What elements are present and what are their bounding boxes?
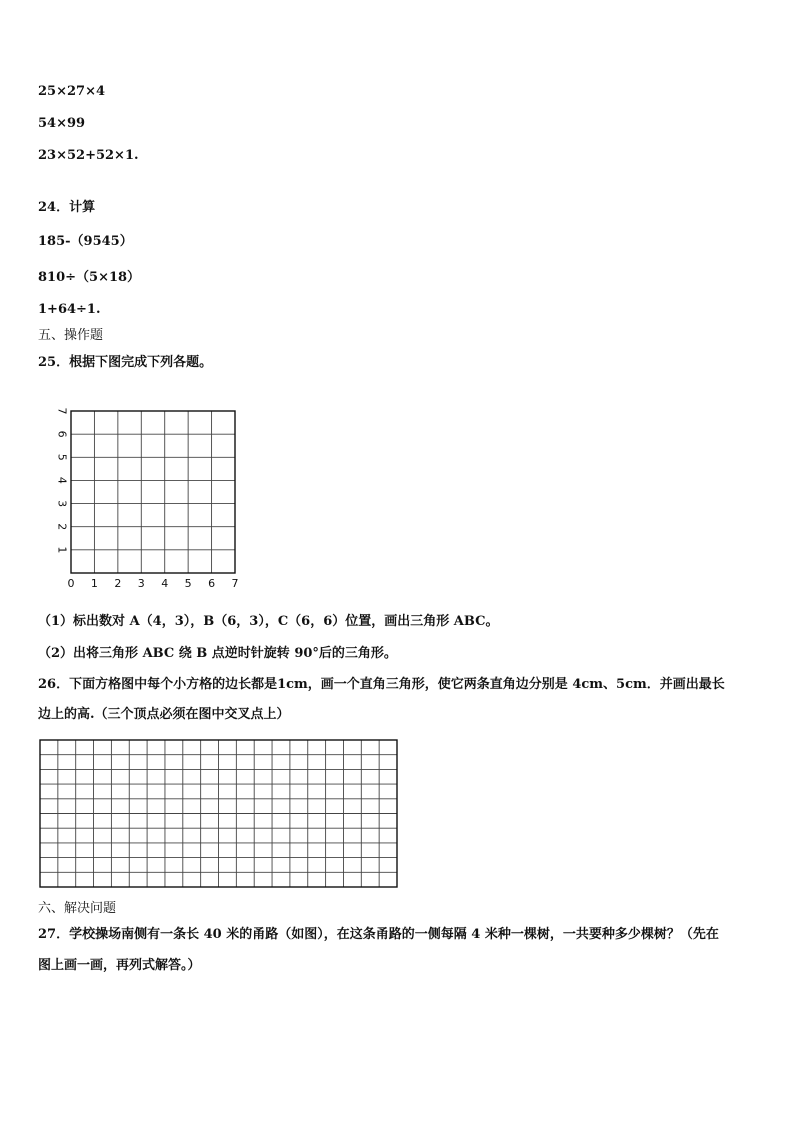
section-5-title: 五、操作题: [38, 328, 104, 343]
x-axis-ticks: [68, 577, 239, 590]
question-25-sub-1: （1）标出数对 A（4，3），B（6，3），C（6，6）位置，画出三角形 ABC。: [38, 614, 499, 629]
square-grid: [39, 739, 399, 889]
question-25-title: 25．根据下图完成下列各题。: [38, 355, 213, 370]
y-tick-label: 4: [55, 476, 69, 484]
question-27-line-2: 图上画一画，再列式解答。）: [38, 958, 201, 973]
y-axis-ticks: [55, 408, 68, 554]
question-24-item-3: 1+64÷1.: [38, 302, 101, 317]
x-tick-label: 0: [67, 577, 75, 590]
question-26-line-2: 边上的高.（三个顶点必须在图中交叉点上）: [38, 707, 290, 722]
square-grid-lines: [40, 740, 397, 887]
x-tick-label: 5: [184, 577, 192, 590]
x-tick-label: 4: [161, 577, 169, 590]
question-24-title: 24．计算: [38, 200, 96, 215]
coordinate-grid: [40, 400, 250, 595]
question-24-item-2: 810÷（5×18）: [38, 270, 141, 285]
x-tick-label: 7: [231, 577, 239, 590]
question-27-line-1: 27．学校操场南侧有一条长 40 米的甬路（如图），在这条甬路的一侧每隔 4 米种一棵树，一共要种多少棵树？（先在: [38, 927, 719, 942]
expression-1: 25×27×4: [38, 84, 106, 99]
y-tick-label: 6: [55, 430, 69, 438]
y-tick-label: 5: [55, 453, 69, 461]
y-tick-label: 3: [55, 500, 69, 508]
x-tick-label: 3: [137, 577, 145, 590]
expression-2: 54×99: [38, 116, 86, 131]
coordinate-grid-lines: [71, 411, 235, 573]
y-tick-label: 2: [55, 523, 69, 531]
section-6-title: 六、解决问题: [38, 901, 117, 916]
question-26-line-1: 26．下面方格图中每个小方格的边长都是1cm，画一个直角三角形，使它两条直角边分别是 4cm、5cm．并画出最长: [38, 677, 725, 692]
y-tick-label: 7: [55, 407, 69, 415]
coordinate-grid-border: [71, 411, 235, 573]
question-24-item-1: 185-（9545）: [38, 234, 133, 249]
x-tick-label: 6: [208, 577, 216, 590]
question-25-sub-2: （2）出将三角形 ABC 绕 B 点逆时针旋转 90°后的三角形。: [38, 646, 397, 661]
y-tick-label: 1: [55, 546, 69, 554]
x-tick-label: 2: [114, 577, 122, 590]
x-tick-label: 1: [90, 577, 98, 590]
expression-3: 23×52+52×1.: [38, 148, 139, 163]
